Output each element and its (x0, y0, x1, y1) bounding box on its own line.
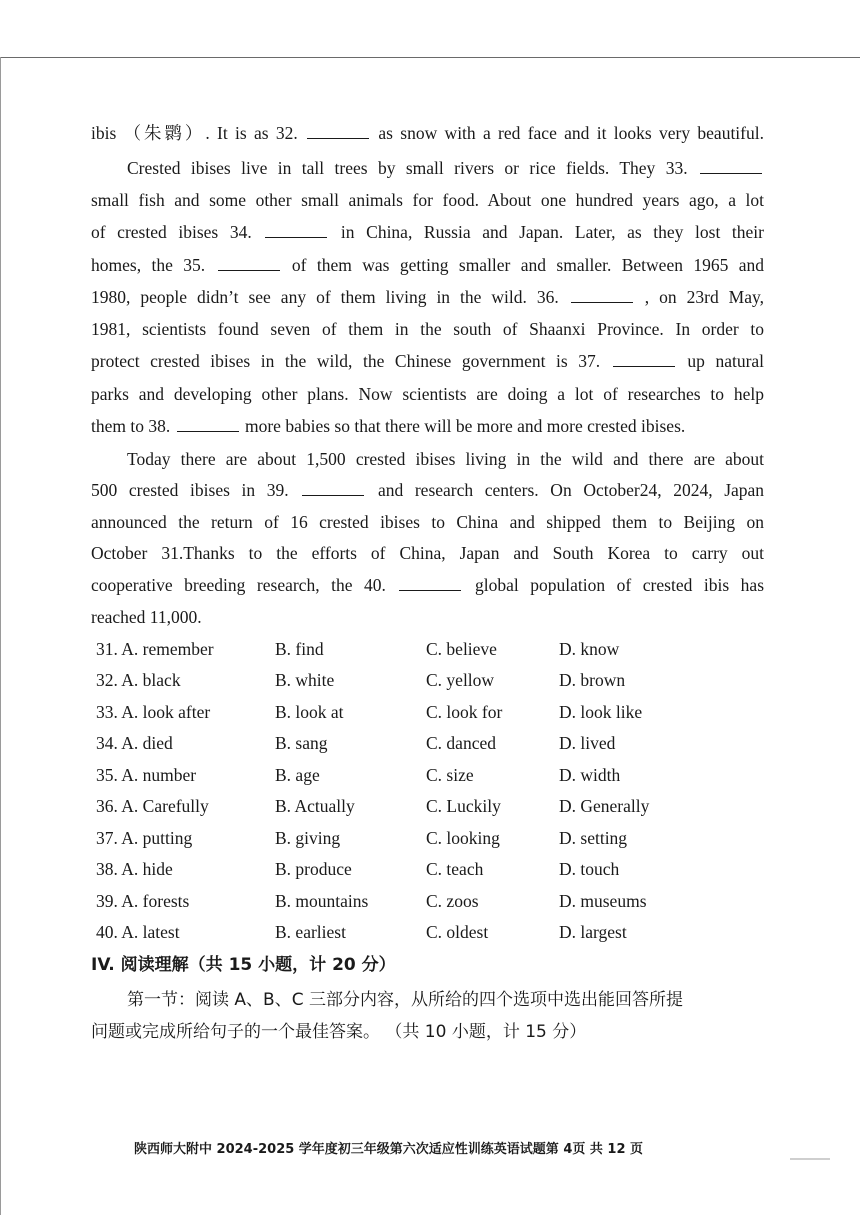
option-b[interactable]: B. find (275, 639, 324, 659)
option-c[interactable]: C. look for (426, 702, 503, 722)
option-b[interactable]: B. giving (275, 828, 341, 848)
passage-text: reached 11,000. (91, 607, 202, 627)
passage-line (127, 157, 764, 179)
passage-text: Crested ibises live in tall trees by small rivers or rice fields. They 33. (127, 158, 688, 178)
passage-text: small fish and some other small animals for food. About one hundred years ago, a lot (91, 190, 764, 210)
blank-36[interactable] (571, 288, 633, 303)
option-d[interactable]: D. know (559, 639, 620, 659)
option-c[interactable]: C. yellow (426, 670, 495, 690)
passage-text: of crested ibises 34. (91, 222, 252, 242)
section-instruction: 第一节：阅读 A、B、C 三部分内容，从所给的四个选项中选出能回答所提 (127, 990, 683, 1010)
option-b[interactable]: B. white (275, 670, 335, 690)
passage-line (91, 189, 764, 211)
option-row-33 (96, 701, 696, 723)
passage-line (91, 511, 764, 533)
passage-line (91, 542, 764, 564)
option-row-36 (96, 795, 696, 817)
passage-text: Today there are about 1,500 crested ibises living in the wild and there are about (127, 449, 764, 469)
option-b[interactable]: B. produce (275, 859, 352, 879)
option-c[interactable]: C. size (426, 765, 474, 785)
option-c[interactable]: C. believe (426, 639, 497, 659)
option-row-34 (96, 732, 696, 754)
page-left-edge (0, 57, 1, 1215)
passage-text: and research centers. On October24, 2024, Japan (377, 480, 765, 500)
option-c[interactable]: C. danced (426, 733, 496, 753)
option-c[interactable]: C. teach (426, 859, 484, 879)
option-row-31 (96, 638, 696, 660)
passage-line (91, 479, 764, 501)
option-a[interactable]: 39. A. forests (96, 891, 190, 911)
passage-text: up natural (687, 351, 765, 371)
option-d[interactable]: D. lived (559, 733, 616, 753)
passage-text: as snow with a red face and it looks very beautiful. (378, 123, 764, 143)
passage-text: 1980, people didn’t see any of them living in the wild. 36. (91, 287, 559, 307)
option-d[interactable]: D. touch (559, 859, 620, 879)
option-d[interactable]: D. setting (559, 828, 628, 848)
blank-34[interactable] (265, 223, 327, 238)
option-a[interactable]: 35. A. number (96, 765, 197, 785)
option-c[interactable]: C. zoos (426, 891, 479, 911)
page-top-edge (0, 57, 860, 58)
option-c[interactable]: C. looking (426, 828, 500, 848)
option-d[interactable]: D. Generally (559, 796, 650, 816)
passage-line (91, 350, 764, 372)
passage-line (91, 574, 764, 596)
passage-line (91, 122, 764, 144)
passage-line (91, 318, 764, 340)
passage-text: October 31.Thanks to the efforts of China, Japan and South Korea to carry out (91, 543, 764, 563)
option-row-39 (96, 890, 696, 912)
passage-text: homes, the 35. (91, 255, 206, 275)
passage-line (127, 448, 764, 470)
passage-line (91, 606, 764, 628)
passage-line (91, 254, 764, 276)
blank-33[interactable] (700, 159, 762, 174)
passage-line (91, 286, 764, 308)
option-b[interactable]: B. age (275, 765, 320, 785)
passage-text: , on 23rd May, (644, 287, 765, 307)
passage-text: 500 crested ibises in 39. (91, 480, 289, 500)
blank-39[interactable] (302, 481, 364, 496)
option-a[interactable]: 34. A. died (96, 733, 173, 753)
passage-text: parks and developing other plans. Now scientists are doing a lot of researches to help (91, 384, 764, 404)
passage-text: global population of crested ibis has (475, 575, 765, 595)
option-row-40 (96, 921, 696, 943)
option-a[interactable]: 36. A. Carefully (96, 796, 209, 816)
blank-40[interactable] (399, 576, 461, 591)
option-d[interactable]: D. largest (559, 922, 627, 942)
passage-text: in China, Russia and Japan. Later, as they lost their (340, 222, 764, 242)
option-row-38 (96, 858, 696, 880)
option-a[interactable]: 38. A. hide (96, 859, 173, 879)
option-b[interactable]: B. Actually (275, 796, 355, 816)
option-c[interactable]: C. oldest (426, 922, 489, 942)
scan-smudge (790, 1158, 830, 1160)
option-d[interactable]: D. museums (559, 891, 647, 911)
option-a[interactable]: 32. A. black (96, 670, 181, 690)
passage-text: 1981, scientists found seven of them in the south of Shaanxi Province. In order to (91, 319, 764, 339)
option-a[interactable]: 33. A. look after (96, 702, 211, 722)
option-a[interactable]: 37. A. putting (96, 828, 193, 848)
option-b[interactable]: B. mountains (275, 891, 369, 911)
passage-text: ibis （朱鹮）. It is as 32. (91, 123, 298, 143)
blank-37[interactable] (613, 352, 675, 367)
passage-text: protect crested ibises in the wild, the Chinese government is 37. (91, 351, 601, 371)
option-a[interactable]: 31. A. remember (96, 639, 214, 659)
option-row-32 (96, 669, 696, 691)
page-footer: 陕西师大附中 2024-2025 学年度初三年级第六次适应性训练英语试题第 4页 共 12 页 (134, 1142, 644, 1157)
passage-text: of them was getting smaller and smaller. Between 1965 and (291, 255, 765, 275)
passage-line (91, 415, 764, 437)
option-b[interactable]: B. earliest (275, 922, 346, 942)
section-instruction: 问题或完成所给句子的一个最佳答案。 （共 10 小题，计 15 分） (91, 1022, 587, 1042)
option-d[interactable]: D. look like (559, 702, 643, 722)
passage-line (91, 383, 764, 405)
blank-38[interactable] (177, 417, 239, 432)
option-d[interactable]: D. width (559, 765, 621, 785)
option-d[interactable]: D. brown (559, 670, 626, 690)
option-c[interactable]: C. Luckily (426, 796, 501, 816)
passage-line (91, 221, 764, 243)
option-row-37 (96, 827, 696, 849)
passage-text: them to 38. (91, 416, 171, 436)
option-b[interactable]: B. look at (275, 702, 344, 722)
passage-text: cooperative breeding research, the 40. (91, 575, 386, 595)
option-a[interactable]: 40. A. latest (96, 922, 180, 942)
passage-text: more babies so that there will be more and more crested ibises. (244, 416, 686, 436)
option-row-35 (96, 764, 696, 786)
option-b[interactable]: B. sang (275, 733, 328, 753)
blank-32[interactable] (307, 124, 369, 139)
passage-text: announced the return of 16 crested ibises to China and shipped them to Beijing on (91, 512, 764, 532)
blank-35[interactable] (218, 256, 280, 271)
section-title: IV. 阅读理解（共 15 小题，计 20 分） (91, 955, 396, 975)
